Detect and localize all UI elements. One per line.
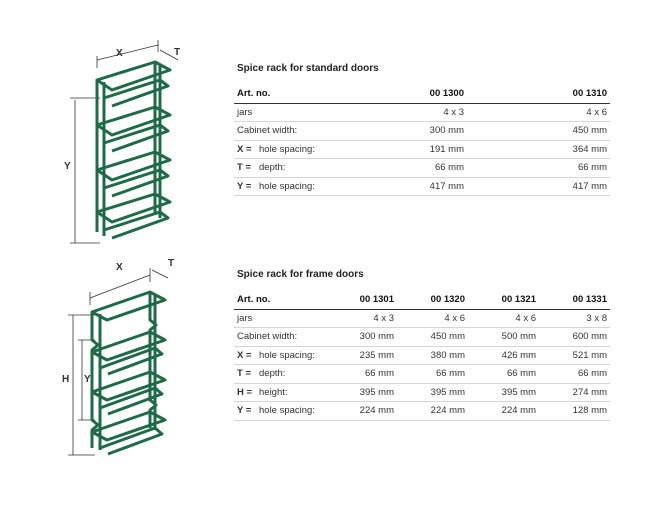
header-col: 00 1301	[329, 291, 397, 309]
cell: 4 x 3	[329, 309, 397, 328]
row-label-text: hole spacing:	[259, 143, 315, 155]
cell: 395 mm	[329, 383, 397, 402]
row-label-text: jars	[237, 106, 253, 118]
row-label	[234, 328, 329, 347]
row-label-text: hole spacing:	[259, 349, 315, 361]
row-key: Y =	[237, 405, 252, 417]
cell: 364 mm	[467, 140, 610, 159]
standard-table	[234, 85, 610, 196]
cell: 4 x 6	[397, 309, 468, 328]
row-label-text: hole spacing:	[259, 405, 315, 417]
row-label	[234, 140, 364, 159]
cell: 191 mm	[364, 140, 467, 159]
cell: 380 mm	[397, 346, 468, 365]
cell: 224 mm	[329, 402, 397, 421]
table-row	[234, 365, 610, 384]
table-row	[234, 122, 610, 141]
row-label-text: depth:	[259, 162, 286, 174]
frame-rack-figure	[0, 0, 230, 512]
dim-h-bottom: H	[62, 374, 70, 385]
row-key: T =	[237, 162, 251, 174]
table-row	[234, 346, 610, 365]
row-label	[234, 103, 364, 122]
dim-x-top: X	[116, 48, 123, 59]
cell: 235 mm	[329, 346, 397, 365]
cell: 500 mm	[468, 328, 539, 347]
row-key: X =	[237, 143, 252, 155]
dim-y-top: Y	[64, 161, 71, 172]
row-label	[234, 402, 329, 421]
row-key: T =	[237, 368, 251, 380]
dim-x-bottom: X	[116, 262, 123, 273]
cell: 450 mm	[467, 122, 610, 141]
row-key: H =	[237, 386, 253, 398]
header-label: Art. no.	[234, 291, 329, 309]
header-col: 00 1321	[468, 291, 539, 309]
cell: 224 mm	[397, 402, 468, 421]
dim-t-bottom: T	[168, 258, 175, 269]
row-label-text: jars	[237, 312, 253, 324]
cell: 66 mm	[329, 365, 397, 384]
cell: 4 x 6	[468, 309, 539, 328]
cell: 4 x 3	[364, 103, 467, 122]
row-label	[234, 383, 329, 402]
cell: 417 mm	[467, 177, 610, 196]
cell: 395 mm	[397, 383, 468, 402]
dim-t-top: T	[174, 47, 181, 58]
row-label	[234, 309, 329, 328]
table-header-row	[234, 85, 610, 103]
cell: 4 x 6	[467, 103, 610, 122]
cell: 274 mm	[539, 383, 610, 402]
row-label	[234, 122, 364, 141]
row-label-text: hole spacing:	[259, 180, 315, 192]
row-key: X =	[237, 349, 252, 361]
cell: 224 mm	[468, 402, 539, 421]
cell: 450 mm	[397, 328, 468, 347]
cell: 66 mm	[539, 365, 610, 384]
header-col: 00 1320	[397, 291, 468, 309]
cell: 66 mm	[467, 159, 610, 178]
table-row	[234, 328, 610, 347]
table-row	[234, 402, 610, 421]
row-key: Y =	[237, 180, 252, 192]
dim-y-bottom: Y	[84, 374, 91, 385]
cell: 426 mm	[468, 346, 539, 365]
table-row	[234, 177, 610, 196]
table-row	[234, 103, 610, 122]
table-row	[234, 140, 610, 159]
cell: 521 mm	[539, 346, 610, 365]
table-row	[234, 159, 610, 178]
frame-title: Spice rack for frame doors	[237, 269, 364, 280]
row-label-text: depth:	[259, 368, 286, 380]
table-row	[234, 309, 610, 328]
row-label	[234, 177, 364, 196]
cell: 128 mm	[539, 402, 610, 421]
cell: 395 mm	[468, 383, 539, 402]
header-label: Art. no.	[234, 85, 364, 103]
header-col: 00 1331	[539, 291, 610, 309]
table-header-row	[234, 291, 610, 309]
cell: 600 mm	[539, 328, 610, 347]
header-col: 00 1310	[467, 85, 610, 103]
cell: 417 mm	[364, 177, 467, 196]
cell: 3 x 8	[539, 309, 610, 328]
header-col: 00 1300	[364, 85, 467, 103]
standard-title: Spice rack for standard doors	[237, 63, 379, 74]
row-label-text: Cabinet width:	[237, 125, 298, 137]
cell: 66 mm	[364, 159, 467, 178]
row-label	[234, 346, 329, 365]
row-label	[234, 365, 329, 384]
cell: 300 mm	[329, 328, 397, 347]
cell: 300 mm	[364, 122, 467, 141]
row-label-text: height:	[259, 386, 288, 398]
row-label	[234, 159, 364, 178]
cell: 66 mm	[468, 365, 539, 384]
frame-table	[234, 291, 610, 421]
table-row	[234, 383, 610, 402]
cell: 66 mm	[397, 365, 468, 384]
row-label-text: Cabinet width:	[237, 331, 298, 343]
